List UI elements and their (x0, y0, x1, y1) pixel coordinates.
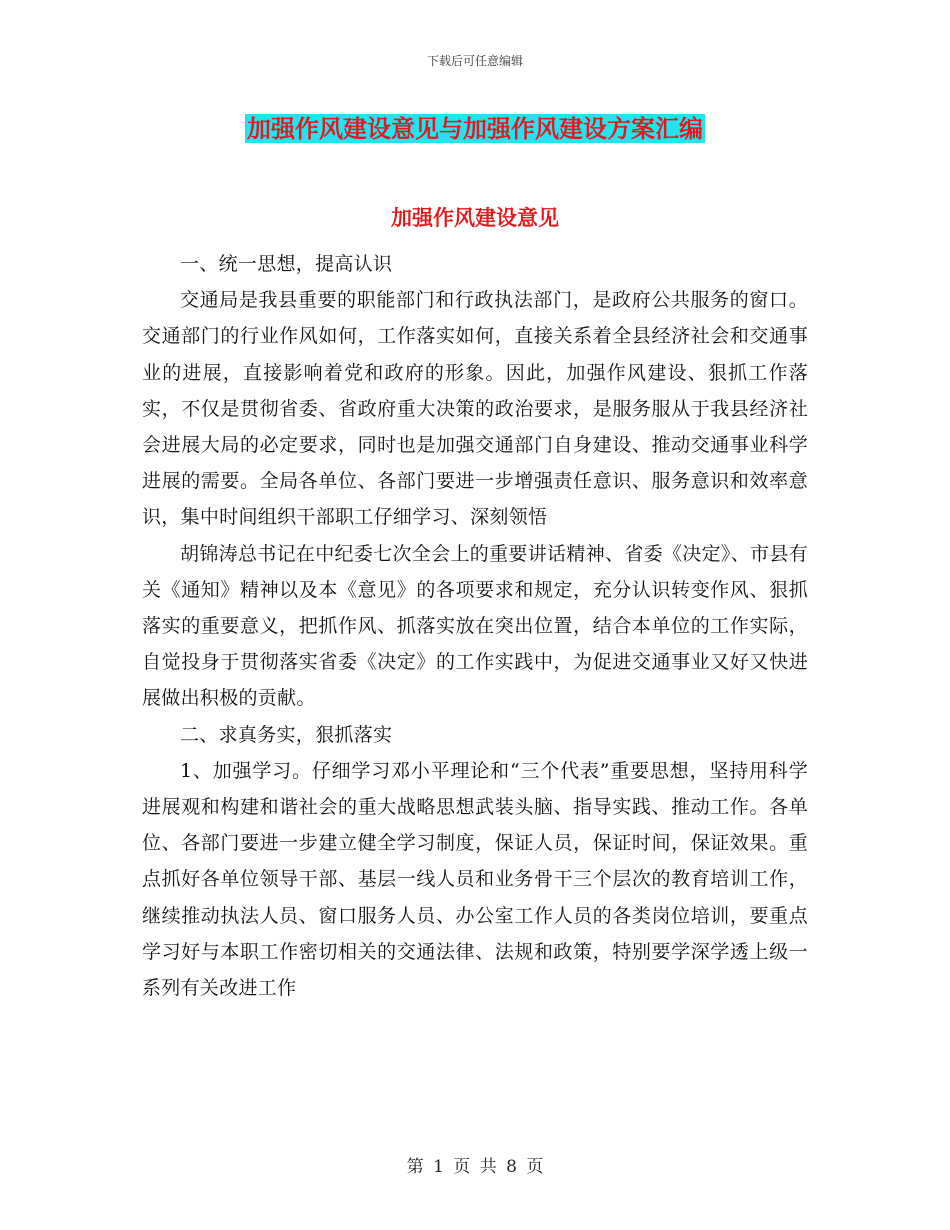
heading-seek-truth: 二、求真务实，狠抓落实 (180, 723, 393, 746)
document-title-text: 加强作风建设意见与加强作风建设方案汇编 (247, 114, 703, 143)
page-footer: 第 1 页 共 8 页 (406, 1157, 544, 1177)
heading-unify-thinking: 一、统一思想，提高认识 (180, 253, 393, 275)
paragraph: 交通局是我县重要的职能部门和行政执法部门，是政府公共服务的窗口。交通部门的行业作风如何，工作落实如何，直接关系着全县经济社会和交通事业的进展，直接影响着党和政府的形象。因此，加强作风建设、狠抓工作落实，不仅是贯彻省委、省政府重大决策的政治要求，是服务服从于我县经济社会进展大局的必定要求，同时也是加强交通部门自身建设、推动交通事业科学进展的需要。全局各单位、各部门要进一步增强责任意识、服务意识和效率意识，集中时间组织干部职工仔细学习、深刻领悟 (142, 289, 808, 529)
header-note: 下载后可任意编辑 (426, 54, 523, 68)
section-title: 加强作风建设意见 (391, 205, 559, 230)
paragraph: 胡锦涛总书记在中纪委七次全会上的重要讲话精神、省委《决定》、市县有关《通知》精神以及本《意见》的各项要求和规定，充分认识转变作风、狠抓落实的重要意义，把抓作风、抓落实放在突出位置，结合本单位的工作实际，自觉投身于贯彻落实省委《决定》的工作实践中，为促进交通事业又好又快进展做出积极的贡献。 (142, 542, 808, 710)
document-title (0, 112, 950, 146)
document-body (142, 246, 808, 1006)
paragraph: 1、加强学习。仔细学习邓小平理论和“三个代表”重要思想，坚持用科学进展观和构建和谐社会的重大战略思想武装头脑、指导实践、推动工作。各单位、各部门要进一步建立健全学习制度，保证人员，保证时间，保证效果。重点抓好各单位领导干部、基层一线人员和业务骨干三个层次的教育培训工作，继续推动执法人员、窗口服务人员、办公室工作人员的各类岗位培训，要重点学习好与本职工作密切相关的交通法律、法规和政策，特别要学深学透上级一系列有关改进工作 (142, 759, 808, 1000)
